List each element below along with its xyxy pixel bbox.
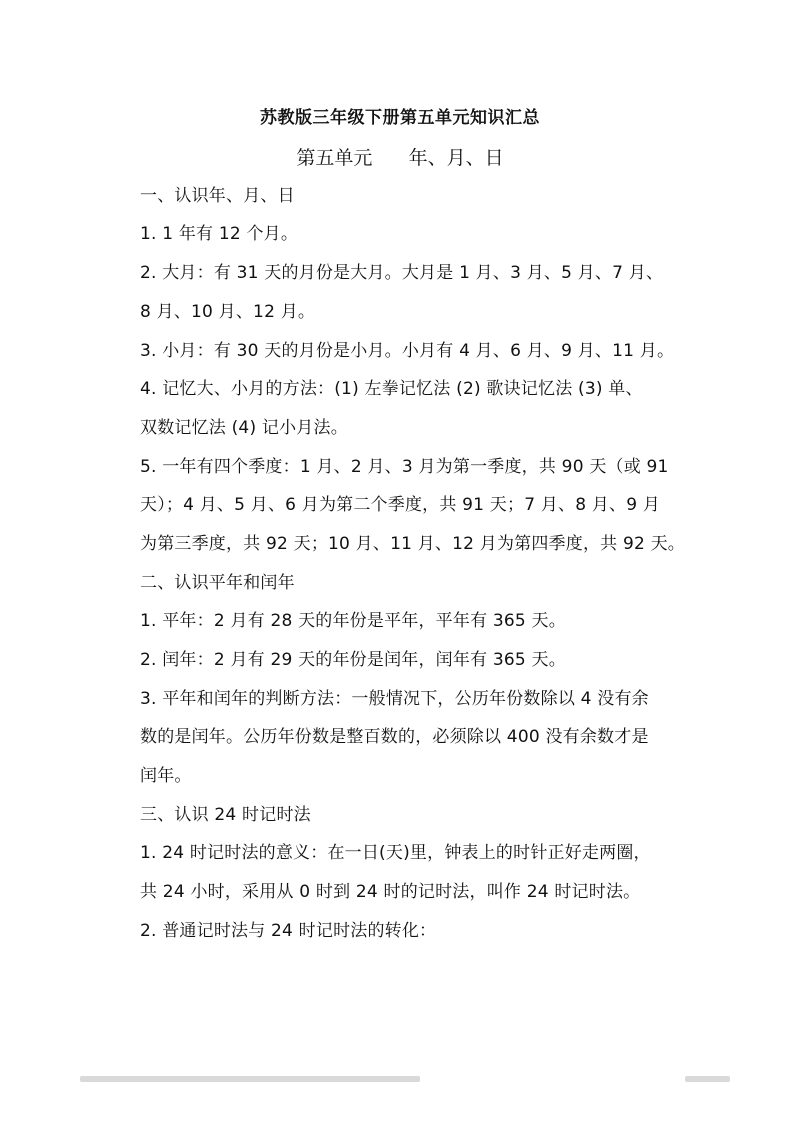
text-line: 天）；4 月、5 月、6 月为第二个季度，共 91 天；7 月、8 月、9 月 [140,495,661,515]
text-line: 4. 记忆大、小月的方法：(1) 左拳记忆法 (2) 歌诀记忆法 (3) 单、 [140,379,643,399]
text-line: 1. 24 时记时法的意义：在一日(天)里，钟表上的时针正好走两圈， [140,843,651,863]
section-heading: 二、认识平年和闰年 [140,573,295,593]
text-line: 数的是闰年。公历年份数是整百数的，必须除以 400 没有余数才是 [140,727,649,747]
text-line: 为第三季度，共 92 天；10 月、11 月、12 月为第四季度，共 92 天。 [140,534,685,554]
document-title: 苏教版三年级下册第五单元知识汇总 [260,108,540,128]
text-line: 2. 闰年：2 月有 29 天的年份是闰年，闰年有 365 天。 [140,650,566,670]
unit-subtitle: 第五单元 年、月、日 [296,147,504,169]
footer-smudge [80,1076,420,1082]
text-line: 5. 一年有四个季度：1 月、2 月、3 月为第一季度，共 90 天（或 91 [140,457,669,477]
text-line: 双数记忆法 (4) 记小月法。 [140,418,348,438]
text-line: 3. 平年和闰年的判断方法：一般情况下，公历年份数除以 4 没有余 [140,689,649,709]
text-line: 2. 大月：有 31 天的月份是大月。大月是 1 月、3 月、5 月、7 月、 [140,263,664,283]
section-heading: 三、认识 24 时记时法 [140,805,311,825]
text-line: 1. 1 年有 12 个月。 [140,224,299,244]
text-line: 2. 普通记时法与 24 时记时法的转化： [140,921,437,941]
text-line: 闰年。 [140,766,192,786]
text-line: 3. 小月：有 30 天的月份是小月。小月有 4 月、6 月、9 月、11 月。 [140,341,675,361]
section-heading: 一、认识年、月、日 [140,186,295,206]
footer-smudge [685,1076,730,1082]
text-line: 8 月、10 月、12 月。 [140,302,316,322]
text-line: 共 24 小时，采用从 0 时到 24 时的记时法，叫作 24 时记时法。 [140,882,641,902]
text-line: 1. 平年：2 月有 28 天的年份是平年，平年有 365 天。 [140,611,566,631]
